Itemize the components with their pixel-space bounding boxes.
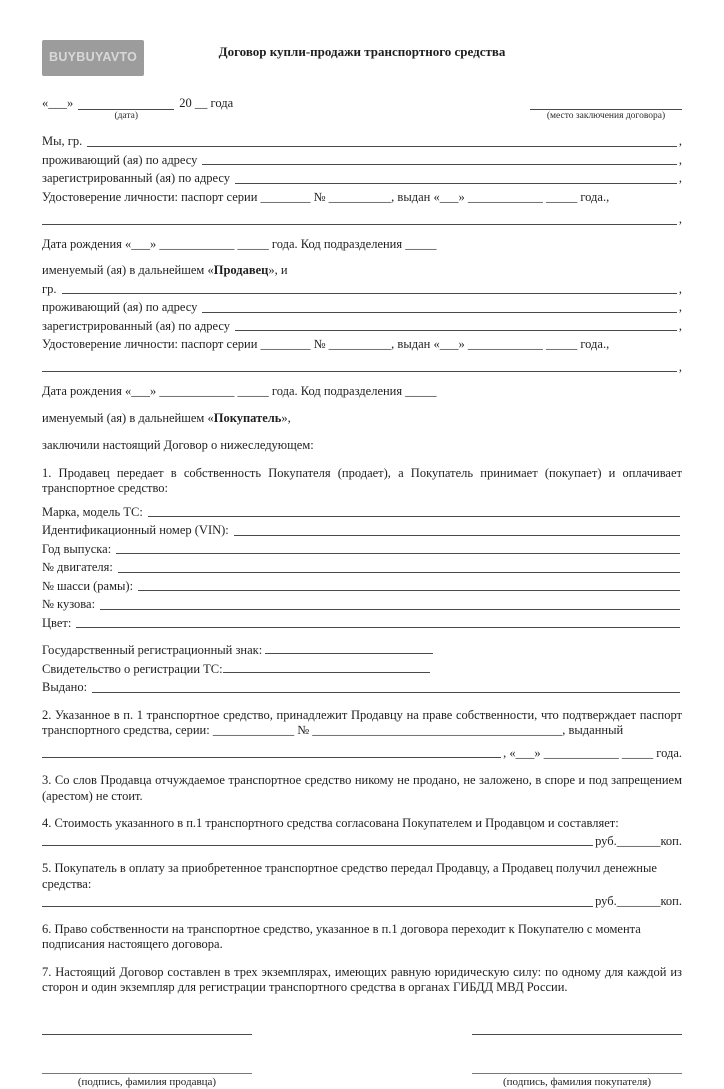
trailing-comma: , [679, 212, 682, 228]
seller-address-underline [202, 164, 676, 165]
designation-suffix: », и [268, 263, 287, 277]
clause-2-continuation-text: , «___» ____________ _____ года. [503, 746, 682, 762]
designation-prefix: именуемый (ая) в дальнейшем « [42, 411, 214, 425]
place-block [530, 96, 682, 122]
buyer-birth-line: Дата рождения «___» ____________ _____ года. Код подразделения _____ [42, 384, 682, 400]
buyer-signature-line-2 [472, 1059, 682, 1074]
vehicle-engine-row [42, 560, 682, 576]
seller-reg-address-label: зарегистрированный (ая) по адресу [42, 171, 230, 187]
continuation-underline [42, 224, 677, 225]
cert-label: Свидетельство о регистрации ТС: [42, 662, 223, 676]
vehicle-year-label: Год выпуска: [42, 542, 111, 558]
buyer-signature-line-1 [472, 1020, 682, 1035]
vehicle-chassis-label: № шасси (рамы): [42, 579, 133, 595]
issued-underline [92, 692, 680, 693]
vehicle-year-row [42, 542, 682, 558]
vehicle-color-label: Цвет: [42, 616, 71, 632]
clause-2: 2. Указанное в п. 1 транспортное средство, принадлежит Продавцу на праве собственности, что подтверждает паспорт транспортного средства, серии: _____________ № ________________________________________, выданный [42, 708, 682, 739]
vehicle-body-label: № кузова: [42, 597, 95, 613]
vehicle-body-row [42, 597, 682, 613]
place-underline [530, 96, 682, 110]
seller-signature-column [42, 1020, 252, 1089]
buyer-designation [42, 411, 682, 427]
field-underline [118, 572, 680, 573]
field-underline [100, 609, 680, 610]
buyer-address-label: проживающий (ая) по адресу [42, 300, 197, 316]
buyer-passport-continuation [42, 360, 682, 376]
field-underline [76, 627, 680, 628]
seller-signature-caption: (подпись, фамилия продавца) [42, 1076, 252, 1089]
field-underline [148, 516, 680, 517]
place-caption: (место заключения договора) [547, 111, 665, 122]
plate-underline [265, 643, 433, 654]
clause-7: 7. Настоящий Договор составлен в трех экземплярах, имеющих равную юридическую силу: по одному для каждой из сторон и один экземпляр для регистрации транспортного средства в органах ГИБДД МВД России. [42, 965, 682, 996]
rub-kop-text: руб._______коп. [595, 834, 682, 850]
seller-signature-line-1 [42, 1020, 252, 1035]
buybuyavto-logo: BUYBUYAVTO [42, 40, 144, 76]
plate-row [42, 643, 682, 659]
cert-row [42, 662, 682, 678]
continuation-underline [42, 757, 501, 758]
trailing-comma: , [679, 319, 682, 335]
issued-label: Выдано: [42, 680, 87, 696]
seller-term: Продавец [214, 263, 269, 277]
buyer-passport-line: Удостоверение личности: паспорт серии ________ № __________, выдан «___» ____________ _____ года., [42, 337, 682, 353]
designation-prefix: именуемый (ая) в дальнейшем « [42, 263, 214, 277]
amount-underline [42, 906, 593, 907]
clause-5: 5. Покупатель в оплату за приобретенное транспортное средство передал Продавцу, а Продавец получил денежные средства: [42, 861, 682, 892]
issued-row [42, 680, 682, 696]
registration-fields [42, 643, 682, 696]
year-blank-text: 20 __ года [179, 96, 233, 110]
buyer-reg-address-row [42, 319, 682, 335]
seller-birth-line: Дата рождения «___» ____________ _____ года. Код подразделения _____ [42, 237, 682, 253]
vehicle-color-row [42, 616, 682, 632]
vehicle-vin-row [42, 523, 682, 539]
seller-name-underline [87, 146, 677, 147]
clause-5-amount-row [42, 894, 682, 910]
clause-3: 3. Со слов Продавца отчуждаемое транспортное средство никому не продано, не заложено, в споре и под запрещением (арестом) не стоит. [42, 773, 682, 804]
trailing-comma: , [679, 171, 682, 187]
seller-reg-address-underline [235, 183, 677, 184]
buyer-name-row [42, 282, 682, 298]
seller-address-label: проживающий (ая) по адресу [42, 153, 197, 169]
buyer-address-underline [202, 312, 676, 313]
seller-name-row [42, 134, 682, 150]
clause-2-continuation [42, 746, 682, 762]
cert-underline [223, 662, 430, 673]
buyer-term: Покупатель [214, 411, 282, 425]
rub-kop-text: руб._______коп. [595, 894, 682, 910]
header [42, 40, 682, 82]
intro-line: заключили настоящий Договор о нижеследующем: [42, 438, 682, 454]
field-underline [138, 590, 680, 591]
seller-name-label: Мы, гр. [42, 134, 82, 150]
amount-underline [42, 845, 593, 846]
vehicle-make-row [42, 505, 682, 521]
buyer-block [42, 282, 682, 400]
seller-address-row [42, 153, 682, 169]
trailing-comma: , [679, 360, 682, 376]
field-underline [116, 553, 680, 554]
buyer-address-row [42, 300, 682, 316]
trailing-comma: , [679, 282, 682, 298]
date-caption: (дата) [114, 111, 138, 122]
seller-passport-line: Удостоверение личности: паспорт серии ________ № __________, выдан «___» ____________ _____ года., [42, 190, 682, 206]
vehicle-engine-label: № двигателя: [42, 560, 113, 576]
vehicle-vin-label: Идентификационный номер (VIN): [42, 523, 229, 539]
seller-passport-continuation [42, 212, 682, 228]
buyer-signature-column [472, 1020, 682, 1089]
seller-reg-address-row [42, 171, 682, 187]
date-underline [78, 96, 174, 110]
buyer-signature-caption: (подпись, фамилия покупателя) [472, 1076, 682, 1089]
vehicle-make-label: Марка, модель ТС: [42, 505, 143, 521]
trailing-comma: , [679, 134, 682, 150]
seller-block [42, 134, 682, 252]
clause-4: 4. Стоимость указанного в п.1 транспортного средства согласована Покупателем и Продавцом и составляет: [42, 816, 682, 832]
clause-4-amount-row [42, 834, 682, 850]
vehicle-chassis-row [42, 579, 682, 595]
clause-6: 6. Право собственности на транспортное средство, указанное в п.1 договора переходит к Покупателю с момента подписания настоящего договора. [42, 922, 682, 953]
plate-label: Государственный регистрационный знак: [42, 643, 262, 657]
seller-designation [42, 263, 682, 279]
trailing-comma: , [679, 300, 682, 316]
buyer-name-label: гр. [42, 282, 57, 298]
seller-signature-line-2 [42, 1059, 252, 1074]
field-underline [234, 535, 680, 536]
date-place-row [42, 96, 682, 122]
buyer-reg-address-label: зарегистрированный (ая) по адресу [42, 319, 230, 335]
continuation-underline [42, 371, 677, 372]
buyer-name-underline [62, 293, 677, 294]
designation-suffix: », [281, 411, 290, 425]
date-blank [78, 96, 174, 122]
buyer-reg-address-underline [235, 330, 677, 331]
clause-1: 1. Продавец передает в собственность Покупателя (продает), а Покупатель принимает (покупает) и оплачивает транспортное средство: [42, 466, 682, 497]
day-blank-text: «___» [42, 96, 73, 110]
date-line [42, 96, 233, 122]
document-title: Договор купли-продажи транспортного средства [42, 40, 682, 60]
vehicle-fields [42, 505, 682, 632]
trailing-comma: , [679, 153, 682, 169]
signatures [42, 1020, 682, 1089]
